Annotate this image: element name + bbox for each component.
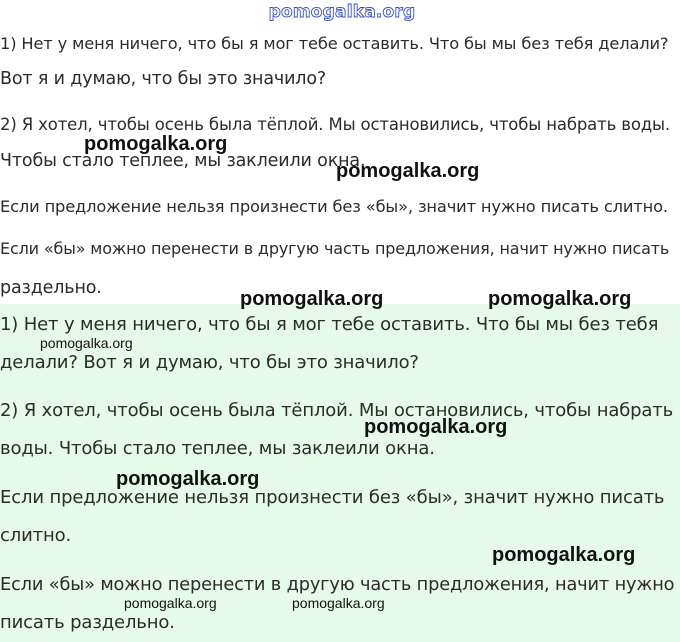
text-line: Если предложение нельзя произнести без «бы», значит нужно писать слитно. [0, 197, 668, 216]
watermark: pomogalka.org [124, 595, 217, 611]
text-line: делали? Вот я и думаю, что бы это значило? [0, 352, 419, 373]
text-line: Чтобы стало теплее, мы заклеили окна. [0, 151, 366, 171]
text-line: Если предложение нельзя произнести без «бы», значит нужно писать [0, 487, 665, 508]
text-line: писать раздельно. [0, 612, 175, 633]
watermark: pomogalka.org [292, 595, 385, 611]
text-line: слитно. [0, 525, 72, 546]
watermark: pomogalka.org [364, 416, 508, 438]
text-line: 1) Нет у меня ничего, что бы я мог тебе оставить. Что бы мы без тебя делали? [0, 34, 669, 53]
watermark: pomogalka.org [116, 468, 260, 490]
text-line: Вот я и думаю, что бы это значило? [0, 69, 327, 89]
watermark: pomogalka.org [40, 335, 133, 351]
text-line: воды. Чтобы стало теплее, мы заклеили окна. [0, 438, 435, 459]
text-line: Если «бы» можно перенести в другую часть предложения, начит нужно писать [0, 239, 670, 258]
watermark: pomogalka.org [336, 160, 480, 182]
header-watermark: pomogalka.org [268, 2, 416, 22]
watermark: pomogalka.org [84, 133, 228, 155]
text-line: 2) Я хотел, чтобы осень была тёплой. Мы остановились, чтобы набрать воды. [0, 115, 671, 134]
watermark: pomogalka.org [240, 288, 384, 310]
text-line: Если «бы» можно перенести в другую часть предложения, начит нужно [0, 575, 675, 595]
text-line: 1) Нет у меня ничего, что бы я мог тебе оставить. Что бы мы без тебя [0, 314, 659, 335]
text-line: 2) Я хотел, чтобы осень была тёплой. Мы остановились, чтобы набрать [0, 400, 674, 421]
text-line: раздельно. [0, 278, 102, 298]
watermark: pomogalka.org [488, 288, 632, 310]
watermark: pomogalka.org [492, 544, 636, 566]
